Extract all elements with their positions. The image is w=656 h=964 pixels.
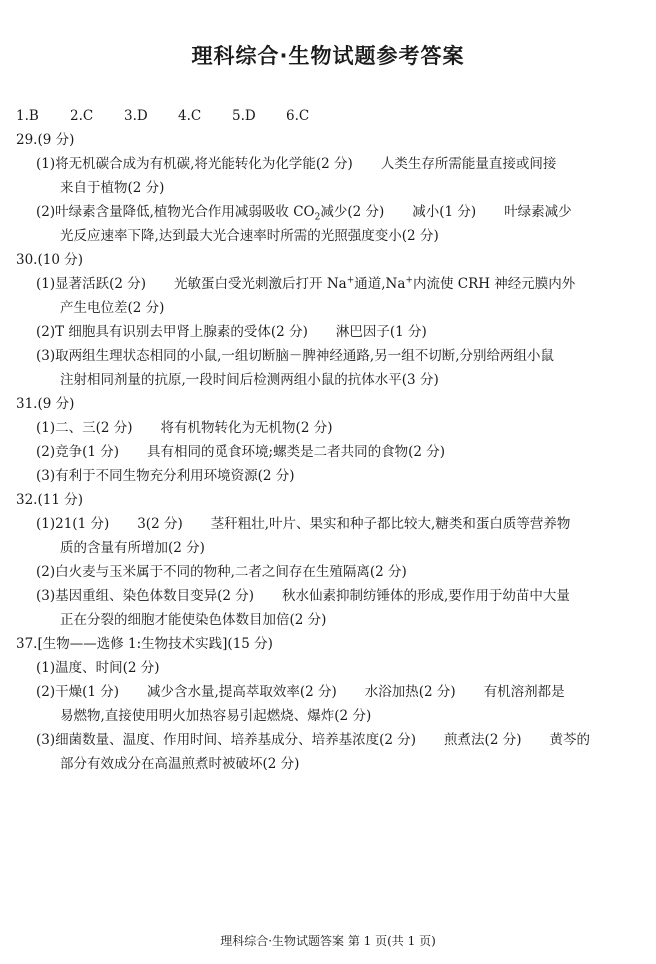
answer-text: 易燃物,直接使用明火加热容易引起燃烧、爆炸(2 分) [60,708,372,724]
answer-text: (3)有利于不同生物充分利用环境资源(2 分) [36,468,295,484]
q37-part-2 [16,680,642,728]
answer-text: (2)T 细胞具有识别去甲肾上腺素的受体(2 分) [36,324,308,340]
answer-text: (2)竞争(1 分) [36,444,120,460]
q30-part-3 [16,344,642,392]
answer-text: 淋巴因子(1 分) [335,324,427,340]
mc-answer: 4.C [178,108,202,124]
mc-answer: 3.D [124,108,148,124]
question-32-heading: 32.(11 分) [16,492,83,508]
answer-text: (1)21(1 分) [36,516,110,532]
answer-text: 黄芩的 [549,732,590,748]
q32-part-3 [16,584,642,632]
q31-part-1 [16,416,642,440]
answer-text: (1)将无机碳合成为有机碳,将光能转化为化学能(2 分) [36,156,353,172]
answer-text: (2)白火麦与玉米属于不同的物种,二者之间存在生殖隔离(2 分) [36,564,407,580]
answer-text: 来自于植物(2 分) [60,180,165,196]
answer-text: 产生电位差(2 分) [60,300,165,316]
superscript: + [405,275,413,286]
answer-text: (2)干燥(1 分) [36,684,120,700]
multiple-choice-answers [16,104,642,128]
q30-part-1 [16,272,642,320]
answer-text: (1)二、三(2 分) [36,420,133,436]
answer-text: (2)叶绿素含量降低,植物光合作用减弱吸收 CO [36,204,315,220]
answer-text: 有机溶剂都是 [483,684,565,700]
answer-text: 正在分裂的细胞才能使染色体数目加倍(2 分) [60,612,327,628]
q31-part-3 [16,464,642,488]
mc-answer: 1.B [16,108,39,124]
mc-answer: 5.D [232,108,256,124]
answer-text: (3)细菌数量、温度、作用时间、培养基成分、培养基浓度(2 分) [36,732,417,748]
page-footer: 理科综合·生物试题答案 第 1 页(共 1 页) [220,934,436,948]
answer-text: 煎煮法(2 分) [444,732,522,748]
q29-part-1 [16,152,642,200]
answer-text: 减少(2 分) [320,204,385,220]
subscript: 2 [314,212,321,223]
answer-text: 将有机物转化为无机物(2 分) [160,420,333,436]
answer-text: 减小(1 分) [412,204,477,220]
answer-text: 内流使 CRH 神经元膜内外 [412,276,576,292]
page-title: 理科综合·生物试题参考答案 [191,44,465,68]
answer-text: (3)取两组生理状态相同的小鼠,一组切断脑－脾神经通路,另一组不切断,分别给两组小鼠 [36,348,554,364]
mc-answer: 6.C [286,108,310,124]
answer-text: 具有相同的觅食环境;螺类是二者共同的食物(2 分) [147,444,446,460]
question-37-heading: 37.[生物——选修 1:生物技术实践](15 分) [16,636,273,652]
question-29-heading: 29.(9 分) [16,132,75,148]
answer-text: 质的含量有所增加(2 分) [60,540,205,556]
q31-part-2 [16,440,642,464]
answer-text: 叶绿素减少 [504,204,572,220]
answer-text: 茎秆粗壮,叶片、果实和种子都比较大,糖类和蛋白质等营养物 [210,516,571,532]
answer-text: 减少含水量,提高萃取效率(2 分) [147,684,337,700]
mc-answer: 2.C [70,108,94,124]
q32-part-2 [16,560,642,584]
answer-text: 注射相同剂量的抗原,一段时间后检测两组小鼠的抗体水平(3 分) [60,372,439,388]
answer-text: 光反应速率下降,达到最大光合速率时所需的光照强度变小(2 分) [60,228,439,244]
answer-text: 3(2 分) [137,516,183,532]
answer-text: 水浴加热(2 分) [364,684,456,700]
answer-text: 通道,Na [354,276,406,292]
question-30-heading: 30.(10 分) [16,252,83,268]
question-31-heading: 31.(9 分) [16,396,75,412]
answer-text: (1)温度、时间(2 分) [36,660,160,676]
answer-text: 光敏蛋白受光刺激后打开 Na [174,276,347,292]
answer-text: 秋水仙素抑制纺锤体的形成,要作用于幼苗中大量 [282,588,570,604]
answer-text: (1)显著活跃(2 分) [36,276,147,292]
q30-part-2 [16,320,642,344]
answer-text: 人类生存所需能量直接或间接 [380,156,557,172]
q29-part-2 [16,200,642,248]
superscript: + [346,275,355,286]
answer-text: 部分有效成分在高温煎煮时被破坏(2 分) [60,756,300,772]
answer-content [16,104,642,776]
q37-part-1 [16,656,642,680]
q32-part-1 [16,512,642,560]
answer-text: (3)基因重组、染色体数目变异(2 分) [36,588,255,604]
q37-part-3 [16,728,642,776]
